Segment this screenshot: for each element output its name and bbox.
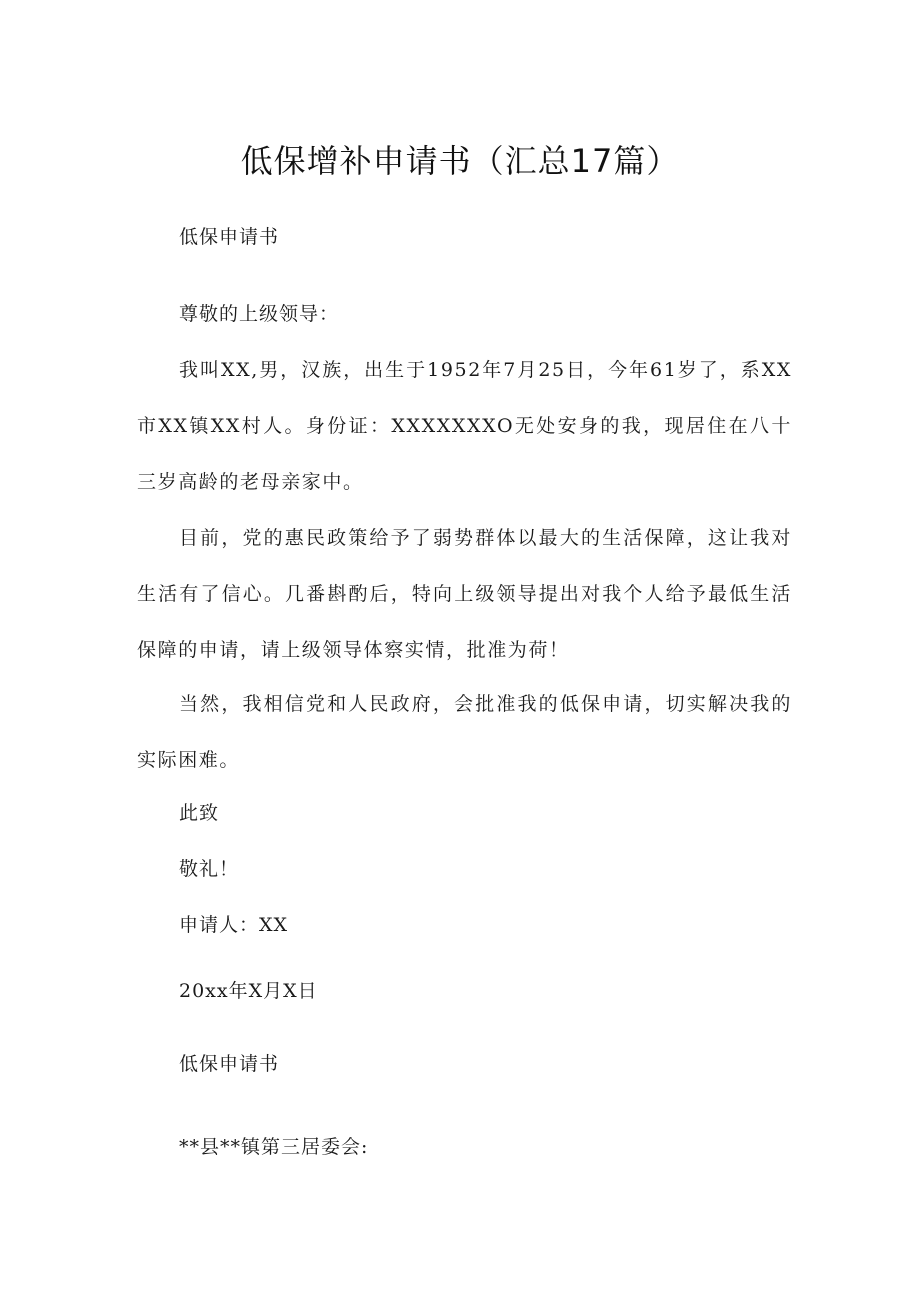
paragraph-3: 当然，我相信党和人民政府，会批准我的低保申请，切实解决我的实际困难。 [137, 693, 792, 771]
paragraph-2: 目前，党的惠民政策给予了弱势群体以最大的生活保障，这让我对生活有了信心。几番斟酌后，特向上级领导提出对我个人给予最低生活保障的申请，请上级领导体察实情，批准为荷！ [137, 527, 792, 661]
closing-line: 此致 [179, 802, 220, 824]
application-date: 20xx年X月X日 [179, 980, 318, 1002]
closing-salute: 敬礼！ [179, 858, 240, 880]
paragraph-1: 我叫XX,男，汉族，出生于1952年7月25日，今年61岁了，系XX市XX镇XX村人。身份证：XXXXXXXO无处安身的我，现居住在八十三岁高龄的老母亲家中。 [137, 359, 792, 493]
salutation: 尊敬的上级领导： [179, 303, 340, 325]
applicant-signature: 申请人：XX [179, 914, 289, 936]
section-heading: 低保申请书 [179, 226, 280, 248]
document-title: 低保增补申请书（汇总17篇） [240, 142, 680, 180]
section-heading-2: 低保申请书 [179, 1053, 280, 1075]
salutation-2: **县**镇第三居委会: [179, 1136, 369, 1158]
